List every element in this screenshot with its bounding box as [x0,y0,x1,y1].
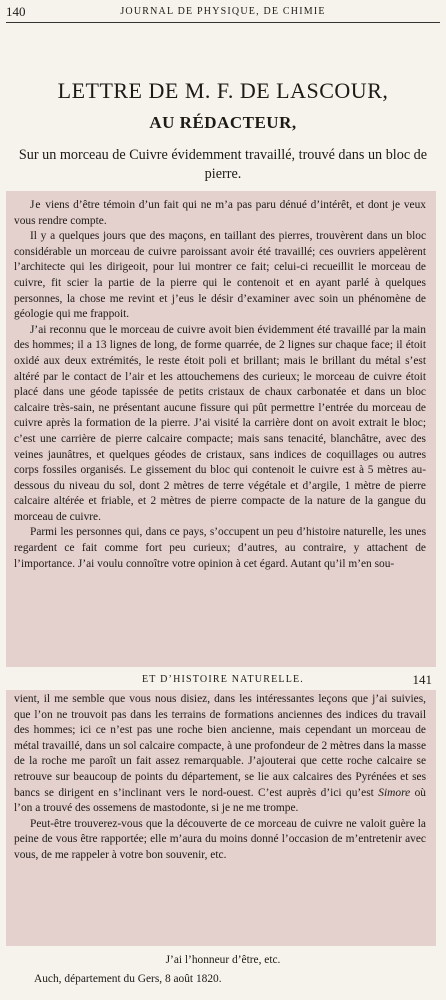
place-date: Auch, département du Gers, 8 août 1820. [34,973,222,985]
page-141 [0,668,446,1000]
paragraph: Il y a quelques jours que des maçons, en taillant des pierres, trouvèrent dans un bloc considérable un morceau de cuivre paroissant avoir été travaillé; ces ouvriers appelèrent l’architecte qui les dirigeoit, pour lui montrer ce fait; celui-ci recueillit le morceau de cuivre, fit scier la partie de la pierre qui le contenoit et en ayant parlé à quelques personnes, la chose me revint et j’eus le désir d’examiner avec soin un phénomène de géologie qui me frappoit. [14,230,426,321]
place-name: Simore [378,786,411,799]
article-addressee: AU RÉDACTEUR, [149,113,297,132]
paragraph: Parmi les personnes qui, dans ce pays, s’occupent un peu d’histoire naturelle, les unes regardent ce fait comme fort peu curieux; d’autres, au contraire, y attachent de l’importance. J’ai voulu connoître votre opinion à cet égard. Autant qu’il m’en sou- [14,526,426,570]
paragraph: Peut-être trouverez-vous que la découverte de ce morceau de cuivre ne valoit guère la peine de vous être rapportée; elle m’aura du moins donné l’occasion de m’entretenir avec vous, de me rappeler à votre bon souvenir, etc. [14,817,426,861]
running-head-title: ET D’HISTOIRE NATURELLE. [141,674,305,685]
article-body [14,692,426,864]
page-number: 140 [6,4,26,19]
article-subtitle: Sur un morceau de Cuivre évidemment travaillé, trouvé dans un bloc de pierre. [18,147,428,182]
paragraph [14,692,426,817]
running-head-141 [6,674,440,690]
paragraph [14,198,426,229]
header-rule [6,22,440,23]
article-body [14,198,426,572]
paragraph: J’ai reconnu que le morceau de cuivre avoit bien évidemment été travaillé par la main des hommes; il a 13 lignes de long, de forme quarrée, de 2 lignes sur chaque face; il étoit oxidé aux deux extrémités, le reste étoit poli et brillant; mais le brillant du métal s’est altéré par le contact de l’air et les attouchemens des curieux; le morceau de cuivre étoit placé dans une géode tapissée de petits cristaux de chaux carbonatée et dans un bloc calcaire très-sain, ne présentant aucune fissure qui pût permettre l’entrée du morceau de cuivre après la formation de la pierre. J’ai visité la carrière dont on avoit extrait le bloc; c’est une carrière de pierre calcaire compacte; mais sans tenacité, blanchâtre, avec des veines jaunâtres, et quelques géodes de cristaux, sans indices de coquillages ou autres corps fossiles organisés. Le gissement du bloc qui contenoit le cuivre est à 5 mètres au-dessous du niveau du sol, dont 2 mètres de terre végétale et d’argile, 1 mètre de pierre calcaire altérée et friable, et 2 mètres de pierre compacte de la nature de la gangue du morceau de cuivre. [14,323,426,523]
running-head-title: JOURNAL DE PHYSIQUE, DE CHIMIE [120,6,326,17]
closing-line: J’ai l’honneur d’être, etc. [165,954,281,966]
article-title: LETTRE DE M. F. DE LASCOUR, [57,78,389,103]
drop-word: Je [30,199,42,211]
page-number: 141 [412,672,432,687]
paragraph-text: où l’on a trouvé des ossemens de mastodonte, si je ne me trompe. [14,786,426,815]
paragraph-text: viens d’être témoin d’un fait qui ne m’a pas paru dénué d’intérêt, et dont je veux vous rendre compte. [14,199,426,227]
paragraph-text: vient, il me semble que vous nous disiez, dans les intéressantes leçons que j’ai suivies, que l’on ne trouvoit pas dans les terrains de formations anciennes des indices du travail des hommes; ici ce n’est pas une roche bien ancienne, mais cependant un morceau de métal travaillé, dans un sol calcaire compacte, à une profondeur de 2 mètres dans la masse de la roche me paroît un fait assez remarquable. J’ajouterai que cette roche calcaire se retrouve sur beaucoup de points du département, se lie aux calcaires des Pyrénées et ses bancs se dirigent en s’inclinant vers le nord-ouest. C’est auprès d’ici qu’est [14,693,426,799]
running-head-140 [6,6,440,22]
